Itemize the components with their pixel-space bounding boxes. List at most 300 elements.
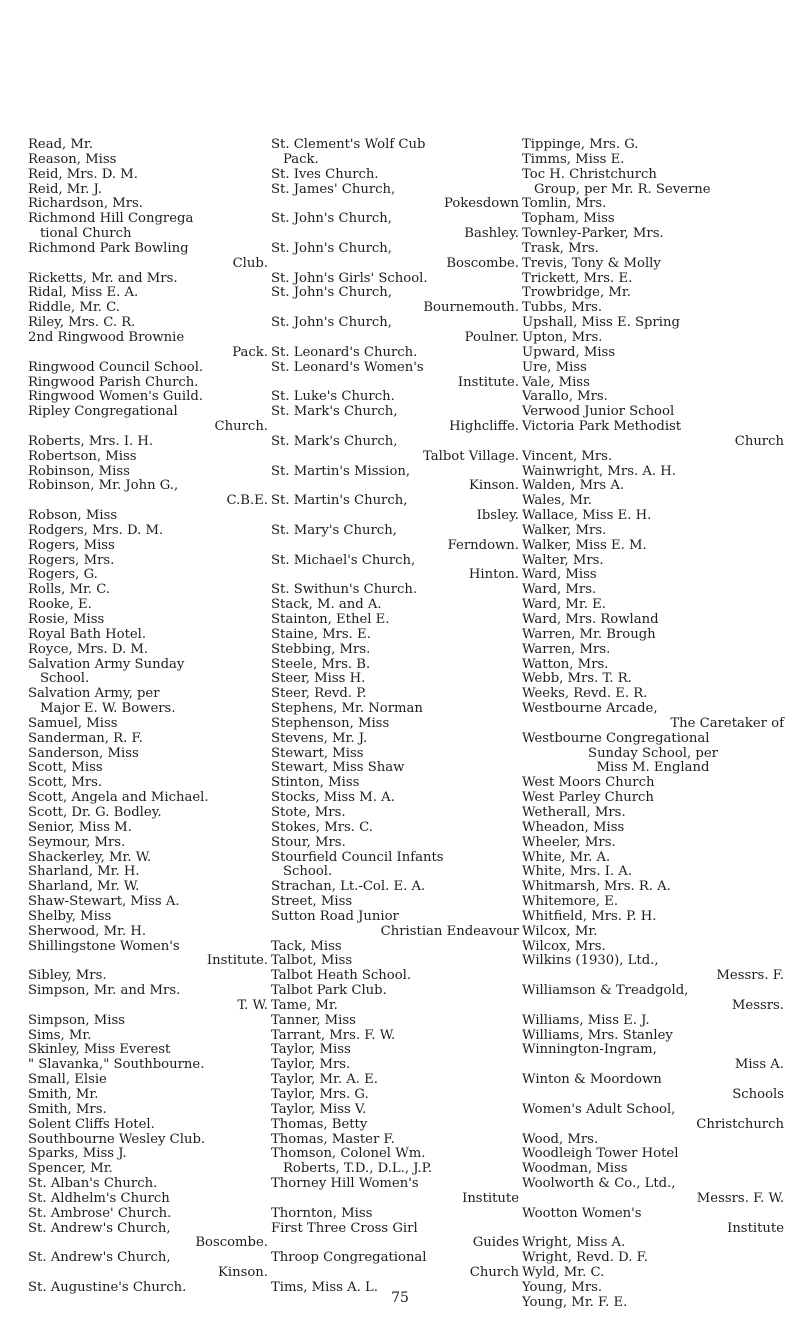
entry-continuation: Pack. bbox=[232, 344, 268, 360]
list-entry bbox=[28, 554, 268, 569]
list-entry bbox=[271, 583, 519, 598]
list-entry bbox=[28, 212, 268, 242]
list-entry bbox=[28, 836, 268, 851]
entry-name: Shelby, Miss bbox=[28, 908, 112, 924]
list-entry bbox=[28, 969, 268, 984]
list-entry bbox=[271, 1088, 519, 1103]
list-entry bbox=[522, 361, 784, 376]
entry-name: Reason, Miss bbox=[28, 151, 117, 167]
entry-name: Warren, Mrs. bbox=[522, 641, 611, 657]
list-entry bbox=[271, 672, 519, 687]
entry-name: Ripley Congregational bbox=[28, 404, 178, 420]
entry-name: Weeks, Revd. E. R. bbox=[522, 686, 648, 702]
list-entry bbox=[522, 925, 784, 940]
entry-name: Salvation Army Sunday bbox=[28, 656, 185, 672]
entry-continuation: Poulner. bbox=[464, 329, 519, 345]
list-entry bbox=[271, 435, 519, 465]
list-entry bbox=[522, 301, 784, 316]
entry-name: Taylor, Miss bbox=[271, 1042, 351, 1058]
list-entry bbox=[271, 361, 519, 391]
entry-name: Robinson, Mr. John G., bbox=[28, 478, 179, 494]
list-entry bbox=[522, 940, 784, 955]
entry-continuation: Bournemouth. bbox=[423, 300, 519, 316]
entry-continuation: Messrs. F. bbox=[716, 968, 784, 984]
entry-name: St. Michael's Church, bbox=[271, 552, 416, 568]
list-entry bbox=[28, 1177, 268, 1192]
list-entry bbox=[28, 658, 268, 688]
entry-name: St. Aldhelm's Church bbox=[28, 1190, 170, 1206]
list-entry bbox=[271, 954, 519, 969]
list-entry bbox=[28, 791, 268, 806]
list-entry bbox=[522, 494, 784, 509]
entry-continuation: The Caretaker of bbox=[670, 715, 784, 731]
list-entry bbox=[271, 806, 519, 821]
list-entry bbox=[28, 465, 268, 480]
entry-name: Stocks, Miss M. A. bbox=[271, 790, 395, 806]
list-entry bbox=[28, 628, 268, 643]
entry-name: St. Alban's Church. bbox=[28, 1176, 158, 1192]
entry-name: Topham, Miss bbox=[522, 211, 615, 227]
entry-name: Simpson, Mr. and Mrs. bbox=[28, 983, 181, 999]
entry-name: St. John's Church, bbox=[271, 211, 392, 227]
list-entry bbox=[28, 717, 268, 732]
list-entry bbox=[522, 554, 784, 569]
list-entry bbox=[28, 1103, 268, 1118]
list-entry bbox=[28, 895, 268, 910]
entry-name: St. Martin's Church, bbox=[271, 493, 408, 509]
entry-name: Read, Mr. bbox=[28, 137, 93, 152]
list-entry bbox=[28, 1222, 268, 1252]
entry-continuation: Ferndown. bbox=[447, 537, 519, 553]
list-entry bbox=[271, 969, 519, 984]
entry-name: Tame, Mr. bbox=[271, 997, 338, 1013]
entry-name: Rogers, G. bbox=[28, 567, 98, 583]
list-entry bbox=[28, 613, 268, 628]
list-entry bbox=[271, 776, 519, 791]
list-entry bbox=[28, 390, 268, 405]
entry-name: St. Mark's Church, bbox=[271, 404, 398, 420]
list-entry bbox=[522, 1251, 784, 1266]
entry-name: Wyld, Mr. C. bbox=[522, 1265, 605, 1281]
entry-name: 2nd Ringwood Brownie bbox=[28, 329, 185, 345]
entry-name: Stote, Mrs. bbox=[271, 804, 346, 820]
list-entry bbox=[522, 539, 784, 554]
entry-continuation: Institute bbox=[462, 1190, 519, 1206]
entry-name: West Moors Church bbox=[522, 775, 655, 791]
list-entry bbox=[271, 286, 519, 316]
list-entry bbox=[522, 1177, 784, 1207]
page-number: 75 bbox=[391, 1290, 409, 1306]
entry-name: St. Augustine's Church. bbox=[28, 1279, 187, 1295]
list-entry bbox=[271, 1014, 519, 1029]
list-entry bbox=[522, 1043, 784, 1073]
list-entry bbox=[271, 702, 519, 717]
list-entry bbox=[28, 865, 268, 880]
entry-continuation: Christchurch bbox=[696, 1116, 784, 1132]
entry-name: Tack, Miss bbox=[271, 938, 342, 954]
entry-name: Solent Cliffs Hotel. bbox=[28, 1116, 155, 1132]
entry-name: Tanner, Miss bbox=[271, 1012, 356, 1028]
list-entry bbox=[522, 643, 784, 658]
entry-name: Stewart, Miss bbox=[271, 745, 364, 761]
list-entry bbox=[271, 628, 519, 643]
entry-name: Samuel, Miss bbox=[28, 715, 118, 731]
entry-name: Ringwood Parish Church. bbox=[28, 374, 199, 390]
list-entry bbox=[271, 168, 519, 183]
list-entry bbox=[271, 1103, 519, 1118]
entry-name: Sparks, Miss J. bbox=[28, 1146, 127, 1162]
list-entry bbox=[28, 183, 268, 198]
entry-name: Royal Bath Hotel. bbox=[28, 626, 147, 642]
entry-name: Tarrant, Mrs. F. W. bbox=[271, 1027, 396, 1043]
entry-name: Stinton, Miss bbox=[271, 775, 360, 791]
entry-name: Sims, Mr. bbox=[28, 1027, 92, 1043]
entry-continuation: Major E. W. Bowers. bbox=[40, 701, 176, 717]
list-entry bbox=[522, 1266, 784, 1281]
list-entry bbox=[271, 212, 519, 242]
list-entry bbox=[28, 851, 268, 866]
list-entry bbox=[28, 479, 268, 509]
entry-continuation: Boscombe. bbox=[195, 1235, 268, 1251]
entry-name: Tims, Miss A. L. bbox=[271, 1279, 378, 1295]
list-entry bbox=[28, 1058, 268, 1073]
entry-continuation: Schools bbox=[732, 1087, 784, 1102]
entry-name: St. Martin's Mission, bbox=[271, 463, 411, 479]
entry-name: Stevens, Mr. J. bbox=[271, 730, 368, 746]
entry-name: Sibley, Mrs. bbox=[28, 968, 107, 984]
entry-name: Richardson, Mrs. bbox=[28, 196, 143, 212]
list-entry bbox=[271, 183, 519, 213]
entry-continuation: Pack. bbox=[283, 151, 319, 167]
list-entry bbox=[522, 376, 784, 391]
list-entry bbox=[271, 494, 519, 524]
entry-name: Upton, Mrs. bbox=[522, 329, 603, 345]
list-entry bbox=[28, 524, 268, 539]
entry-name: St. John's Girls' School. bbox=[271, 270, 428, 286]
column-3 bbox=[522, 138, 784, 1311]
entry-name: Thomas, Betty bbox=[271, 1116, 368, 1132]
entry-continuation: Institute. bbox=[206, 953, 268, 969]
list-entry bbox=[28, 880, 268, 895]
entry-name: Whitfield, Mrs. P. H. bbox=[522, 908, 657, 924]
entry-name: Reid, Mrs. D. M. bbox=[28, 166, 138, 182]
entry-name: " Slavanka," Southbourne. bbox=[28, 1057, 205, 1073]
entry-name: Wainwright, Mrs. A. H. bbox=[522, 463, 676, 479]
entry-name: Throop Congregational bbox=[271, 1250, 427, 1266]
entry-continuation: Messrs. bbox=[731, 997, 784, 1013]
list-entry bbox=[522, 1014, 784, 1029]
list-entry bbox=[271, 1133, 519, 1148]
list-entry bbox=[28, 316, 268, 331]
list-entry bbox=[522, 880, 784, 895]
list-entry bbox=[271, 346, 519, 361]
list-entry bbox=[522, 1103, 784, 1133]
entry-name: Toc H. Christchurch bbox=[522, 166, 657, 182]
list-entry bbox=[522, 954, 784, 984]
entry-name: Strachan, Lt.-Col. E. A. bbox=[271, 879, 426, 895]
list-entry bbox=[271, 687, 519, 702]
entry-name: St. Ambrose' Church. bbox=[28, 1205, 172, 1221]
list-entry bbox=[28, 1192, 268, 1207]
list-entry bbox=[522, 910, 784, 925]
entry-name: Wheeler, Mrs. bbox=[522, 834, 616, 850]
entry-name: Taylor, Mr. A. E. bbox=[271, 1072, 378, 1088]
entry-name: Richmond Park Bowling bbox=[28, 240, 189, 256]
entry-continuation: Highcliffe. bbox=[449, 419, 519, 435]
list-entry bbox=[28, 776, 268, 791]
entry-continuation: Talbot Village. bbox=[423, 448, 519, 464]
entry-continuation: Ibsley. bbox=[476, 508, 519, 524]
list-entry bbox=[271, 1222, 519, 1252]
entry-name: Taylor, Mrs. bbox=[271, 1057, 351, 1073]
entry-name: Trask, Mrs. bbox=[522, 240, 599, 256]
entry-name: Thornton, Miss bbox=[271, 1205, 373, 1221]
list-entry bbox=[28, 984, 268, 1014]
list-entry bbox=[28, 376, 268, 391]
entry-name: Stokes, Mrs. C. bbox=[271, 819, 373, 835]
list-entry bbox=[522, 138, 784, 153]
list-entry bbox=[271, 1073, 519, 1088]
entry-continuation: Church bbox=[469, 1265, 519, 1281]
entry-name: Shaw-Stewart, Miss A. bbox=[28, 894, 180, 910]
entry-name: Wetherall, Mrs. bbox=[522, 804, 626, 820]
entry-name: Tippinge, Mrs. G. bbox=[522, 137, 639, 152]
entry-name: Stephenson, Miss bbox=[271, 715, 390, 731]
entry-name: Steele, Mrs. B. bbox=[271, 656, 371, 672]
entry-continuation: Roberts, T.D., D.L., J.P. bbox=[283, 1161, 433, 1177]
entry-name: Young, Mr. F. E. bbox=[522, 1294, 628, 1310]
list-entry bbox=[271, 821, 519, 836]
list-entry bbox=[271, 598, 519, 613]
entry-name: Vincent, Mrs. bbox=[522, 448, 613, 464]
entry-name: Royce, Mrs. D. M. bbox=[28, 641, 149, 657]
entry-name: Sharland, Mr. H. bbox=[28, 864, 140, 880]
entry-name: Whitemore, E. bbox=[522, 894, 619, 910]
entry-name: Roberts, Mrs. I. H. bbox=[28, 433, 154, 449]
entry-name: St. Leonard's Women's bbox=[271, 359, 424, 375]
list-entry bbox=[271, 405, 519, 435]
list-entry bbox=[522, 1162, 784, 1177]
list-entry bbox=[271, 1058, 519, 1073]
entry-name: Senior, Miss M. bbox=[28, 819, 132, 835]
list-entry bbox=[28, 1251, 268, 1281]
list-entry bbox=[522, 509, 784, 524]
list-entry bbox=[271, 747, 519, 762]
entry-name: Stack, M. and A. bbox=[271, 597, 382, 613]
list-entry bbox=[522, 346, 784, 361]
entry-name: Smith, Mrs. bbox=[28, 1101, 107, 1117]
entry-name: Richmond Hill Congrega bbox=[28, 211, 194, 227]
column-2 bbox=[271, 138, 519, 1296]
entry-name: Stourfield Council Infants bbox=[271, 849, 444, 865]
entry-name: Salvation Army, per bbox=[28, 686, 160, 702]
list-entry bbox=[271, 940, 519, 955]
entry-name: Women's Adult School, bbox=[522, 1101, 676, 1117]
list-entry bbox=[28, 761, 268, 776]
entry-name: Talbot Heath School. bbox=[271, 968, 412, 984]
entry-name: Riley, Mrs. C. R. bbox=[28, 315, 136, 331]
list-entry bbox=[522, 242, 784, 257]
entry-name: Rolls, Mr. C. bbox=[28, 582, 111, 598]
entry-name: Wootton Women's bbox=[522, 1205, 642, 1221]
entry-continuation: Kinson. bbox=[218, 1265, 268, 1281]
entry-name: Wallace, Miss E. H. bbox=[522, 508, 652, 524]
list-entry bbox=[271, 984, 519, 999]
entry-name: Winnington-Ingram, bbox=[522, 1042, 657, 1058]
entry-name: Williams, Mrs. Stanley bbox=[522, 1027, 673, 1043]
entry-name: Steer, Revd. P. bbox=[271, 686, 367, 702]
entry-continuation: School. bbox=[283, 864, 333, 880]
entry-name: Walker, Miss E. M. bbox=[522, 537, 647, 553]
list-entry bbox=[28, 925, 268, 940]
entry-name: St. Andrew's Church, bbox=[28, 1250, 171, 1266]
list-entry bbox=[28, 361, 268, 376]
entry-name: Watton, Mrs. bbox=[522, 656, 609, 672]
list-entry bbox=[271, 717, 519, 732]
list-entry bbox=[522, 806, 784, 821]
entry-continuation: Hinton. bbox=[468, 567, 519, 583]
list-entry bbox=[522, 791, 784, 806]
entry-name: St. Andrew's Church, bbox=[28, 1220, 171, 1236]
list-entry bbox=[522, 851, 784, 866]
list-entry bbox=[271, 791, 519, 806]
entry-name: Wheadon, Miss bbox=[522, 819, 625, 835]
list-entry bbox=[522, 1133, 784, 1148]
list-entry bbox=[28, 1133, 268, 1148]
list-entry bbox=[271, 1147, 519, 1177]
list-entry bbox=[28, 242, 268, 272]
entry-name: Scott, Angela and Michael. bbox=[28, 790, 209, 806]
entry-name: Ure, Miss bbox=[522, 359, 587, 375]
entry-name: Riddle, Mr. C. bbox=[28, 300, 120, 316]
list-entry bbox=[522, 390, 784, 405]
list-entry bbox=[271, 1207, 519, 1222]
list-entry bbox=[522, 568, 784, 583]
entry-continuation: Guides bbox=[472, 1235, 519, 1251]
list-entry bbox=[522, 153, 784, 168]
entry-name: Street, Miss bbox=[271, 894, 353, 910]
entry-name: St. Ives Church. bbox=[271, 166, 379, 182]
entry-name: Walker, Mrs. bbox=[522, 522, 607, 538]
entry-name: Webb, Mrs. T. R. bbox=[522, 671, 632, 687]
list-entry bbox=[28, 197, 268, 212]
list-entry bbox=[271, 272, 519, 287]
list-entry bbox=[522, 286, 784, 301]
entry-name: Sherwood, Mr. H. bbox=[28, 923, 147, 939]
entry-name: Ward, Mrs. Rowland bbox=[522, 612, 659, 627]
list-entry bbox=[271, 1029, 519, 1044]
entry-name: Sharland, Mr. W. bbox=[28, 879, 140, 895]
list-entry bbox=[522, 331, 784, 346]
list-entry bbox=[28, 272, 268, 287]
entry-continuation: Miss A. bbox=[734, 1057, 784, 1073]
entry-name: Varallo, Mrs. bbox=[522, 389, 608, 405]
entry-name: St. Swithun's Church. bbox=[271, 582, 418, 598]
entry-name: Skinley, Miss Everest bbox=[28, 1042, 171, 1058]
entry-name: Sanderson, Miss bbox=[28, 745, 139, 761]
entry-name: Robson, Miss bbox=[28, 508, 118, 524]
list-entry bbox=[28, 1014, 268, 1029]
list-entry bbox=[522, 227, 784, 242]
list-entry bbox=[522, 613, 784, 628]
list-entry bbox=[271, 761, 519, 776]
entry-name: Smith, Mr. bbox=[28, 1087, 99, 1102]
entry-name: Ricketts, Mr. and Mrs. bbox=[28, 270, 178, 286]
list-entry bbox=[522, 197, 784, 212]
entry-name: West Parley Church bbox=[522, 790, 654, 806]
list-entry bbox=[522, 687, 784, 702]
entry-name: St. John's Church, bbox=[271, 240, 392, 256]
entry-name: Williamson & Treadgold, bbox=[522, 983, 689, 999]
list-entry bbox=[522, 895, 784, 910]
entry-name: Stainton, Ethel E. bbox=[271, 612, 390, 627]
list-entry bbox=[28, 1043, 268, 1058]
entry-name: Sutton Road Junior bbox=[271, 908, 399, 924]
entry-name: Winton & Moordown bbox=[522, 1072, 662, 1088]
entry-name: Tubbs, Mrs. bbox=[522, 300, 603, 316]
entry-name: Townley-Parker, Mrs. bbox=[522, 226, 664, 242]
entry-name: Woodman, Miss bbox=[522, 1161, 628, 1177]
list-entry bbox=[28, 301, 268, 316]
list-entry bbox=[28, 687, 268, 717]
entry-continuation: Bashley. bbox=[464, 226, 519, 242]
entry-name: Stephens, Mr. Norman bbox=[271, 701, 423, 717]
list-entry bbox=[271, 1251, 519, 1281]
list-entry bbox=[522, 272, 784, 287]
entry-continuation: tional Church bbox=[40, 226, 132, 242]
entry-name: Wilcox, Mrs. bbox=[522, 938, 606, 954]
entry-name: Rogers, Miss bbox=[28, 537, 115, 553]
entry-name: Warren, Mr. Brough bbox=[522, 626, 656, 642]
list-entry bbox=[271, 1043, 519, 1058]
entry-name: St. John's Church, bbox=[271, 315, 392, 331]
list-entry bbox=[28, 821, 268, 836]
list-entry bbox=[522, 524, 784, 539]
entry-name: Walter, Mrs. bbox=[522, 552, 604, 568]
list-entry bbox=[271, 390, 519, 405]
list-entry bbox=[28, 450, 268, 465]
entry-name: Simpson, Miss bbox=[28, 1012, 126, 1028]
list-entry bbox=[28, 153, 268, 168]
entry-name: Woodleigh Tower Hotel bbox=[522, 1146, 679, 1162]
list-entry bbox=[28, 331, 268, 361]
entry-continuation: Messrs. F. W. bbox=[696, 1190, 784, 1206]
entry-name: Southbourne Wesley Club. bbox=[28, 1131, 206, 1147]
entry-name: Reid, Mr. J. bbox=[28, 181, 102, 197]
entry-name: Rodgers, Mrs. D. M. bbox=[28, 522, 164, 538]
entry-name: Rosie, Miss bbox=[28, 612, 105, 627]
entry-name: Wright, Miss A. bbox=[522, 1235, 626, 1251]
list-entry bbox=[28, 732, 268, 747]
list-entry bbox=[28, 910, 268, 925]
list-entry bbox=[28, 747, 268, 762]
entry-name: Stour, Mrs. bbox=[271, 834, 346, 850]
list-entry bbox=[271, 658, 519, 673]
list-entry bbox=[28, 598, 268, 613]
entry-name: Upshall, Miss E. Spring bbox=[522, 315, 680, 331]
entry-name: Scott, Mrs. bbox=[28, 775, 103, 791]
entry-name: Spencer, Mr. bbox=[28, 1161, 113, 1177]
entry-name: Robertson, Miss bbox=[28, 448, 137, 464]
entry-name: Sanderman, R. F. bbox=[28, 730, 143, 746]
list-entry bbox=[28, 1207, 268, 1222]
list-entry bbox=[522, 836, 784, 851]
entry-name: Thorney Hill Women's bbox=[271, 1176, 419, 1192]
list-entry bbox=[28, 435, 268, 450]
entry-name: Staine, Mrs. E. bbox=[271, 626, 371, 642]
list-entry bbox=[522, 257, 784, 272]
entry-name: Shillingstone Women's bbox=[28, 938, 180, 954]
